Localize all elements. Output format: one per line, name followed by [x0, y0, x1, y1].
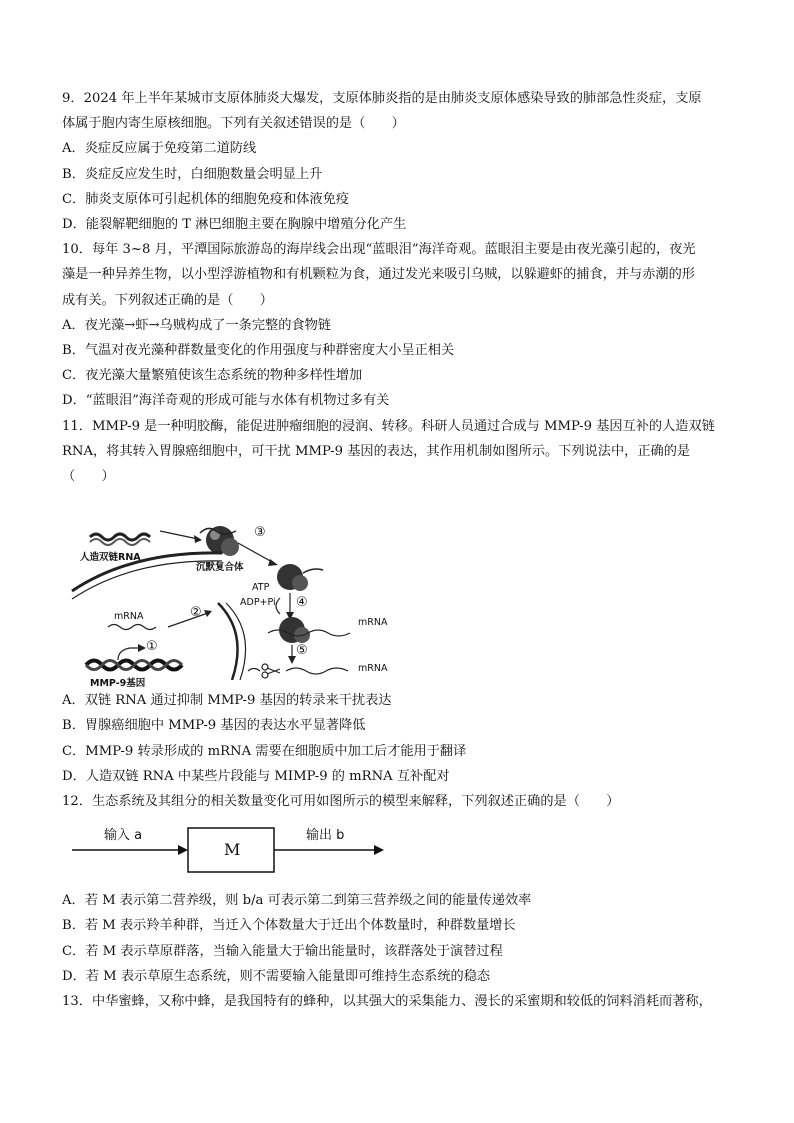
q12-option-d: D．若 M 表示草原生态系统，则不需要输入能量即可维持生态系统的稳态 — [62, 968, 491, 984]
dsrna-strand-2 — [90, 539, 150, 545]
label-mmp9-gene: MMP-9基因 — [90, 678, 146, 690]
arrow-step2 — [168, 613, 208, 627]
q11-stem-line3: （ ） — [62, 469, 115, 485]
exam-page — [62, 86, 732, 1014]
io-model-figure — [68, 820, 398, 880]
q10-stem-line2: 藻是一种异养生物，以小型浮游植物和有机颗粒为食，通过发光来吸引乌贼，以躲避虾的捕食，并与赤潮的形 — [62, 267, 695, 283]
nucleus-mrna — [108, 625, 156, 630]
label-mrna-nucleus: mRNA — [114, 611, 144, 623]
q10-option-a: A．夜光藻→虾→乌贼构成了一条完整的食物链 — [62, 317, 331, 333]
arrowhead — [138, 644, 146, 652]
label-step3: ③ — [254, 525, 266, 541]
label-step2: ② — [190, 605, 202, 621]
q11-option-b: B．胃腺癌细胞中 MMP-9 基因的表达水平显著降低 — [62, 718, 366, 734]
silencing-complex-highlight — [210, 530, 220, 540]
q11-stem-line1: 11．MMP-9 是一种明胶酶，能促进肿瘤细胞的浸润、转移。科研人员通过合成与 MMP-9 基因互补的人造双链 — [62, 418, 715, 434]
label-artificial-dsrna: 人造双链RNA — [80, 552, 141, 564]
output-arrowhead — [374, 845, 384, 855]
label-silencing-complex: 沉默复合体 — [196, 562, 244, 574]
label-mrna-right-bottom: mRNA — [358, 663, 388, 675]
cut-mrna-right — [286, 668, 348, 674]
q12-option-c: C．若 M 表示草原群落，当输入能量大于输出能量时，该群落处于演替过程 — [62, 943, 503, 959]
guide-strand — [303, 569, 323, 573]
label-output-b: 输出 b — [306, 828, 345, 844]
q9-option-d: D．能裂解靶细胞的 T 淋巴细胞主要在胸腺中增殖分化产生 — [62, 217, 407, 233]
q11-option-c: C．MMP-9 转录形成的 mRNA 需要在细胞质中加工后才能用于翻译 — [62, 743, 467, 759]
q12-stem: 12．生态系统及其组分的相关数量变化可用如图所示的模型来解释，下列叙述正确的是（ ） — [62, 794, 620, 810]
q10-stem-line3: 成有关。下列叙述正确的是（ ） — [62, 292, 273, 308]
label-step5: ⑤ — [296, 643, 308, 659]
arrow-rna-to-complex — [160, 531, 198, 539]
q11-option-a: A．双链 RNA 通过抑制 MMP-9 基因的转录来干扰表达 — [62, 693, 392, 709]
label-input-a: 输入 a — [104, 828, 143, 844]
label-atp: ATP — [252, 582, 270, 594]
label-step1: ① — [146, 639, 158, 655]
label-mrna-right-top: mRNA — [358, 617, 388, 629]
atp-curve — [276, 598, 280, 614]
q9-stem-line1: 9．2024 年上半年某城市支原体肺炎大爆发，支原体肺炎指的是由肺炎支原体感染导致的肺部急性炎症，支原 — [62, 91, 702, 106]
silencing-complex-lobe — [221, 538, 239, 556]
q13-stem-line1: 13．中华蜜蜂，又称中蜂，是我国特有的蜂种，以其强大的采集能力、漫长的采蜜期和较低的饲料消耗而著称， — [62, 994, 712, 1010]
q10-option-c: C．夜光藻大量繁殖使该生态系统的物种多样性增加 — [62, 368, 363, 384]
arrowhead — [194, 535, 202, 543]
input-arrowhead — [178, 845, 188, 855]
q9-option-a: A．炎症反应属于免疫第二道防线 — [62, 141, 257, 157]
label-step4: ④ — [296, 595, 308, 611]
label-adp-pi: ADP+Pi — [240, 597, 276, 609]
q10-stem-line1: 10．每年 3~8 月，平潭国际旅游岛的海岸线会出现“蓝眼泪”海洋奇观。蓝眼泪主要是由夜光藻引起的，夜光 — [62, 242, 696, 258]
q9-stem-line2: 体属于胞内寄生原核细胞。下列有关叙述错误的是（ ） — [62, 116, 405, 132]
q10-option-b: B．气温对夜光藻种群数量变化的作用强度与种群密度大小呈正相关 — [62, 343, 455, 359]
rnai-diagram-svg — [68, 495, 488, 680]
q12-option-b: B．若 M 表示羚羊种群，当迁入个体数量大于迁出个体数量时，种群数量增长 — [62, 918, 516, 934]
q10-option-d: D．“蓝眼泪”海洋奇观的形成可能与水体有机物过多有关 — [62, 393, 390, 409]
label-m-box: M — [224, 840, 241, 860]
active-complex-lobe — [292, 575, 308, 591]
scissors-icon-2 — [262, 672, 268, 678]
cut-mrna-left — [248, 669, 260, 672]
rnai-mechanism-figure — [68, 495, 488, 690]
arrowhead — [288, 656, 296, 664]
q11-option-d: D．人造双链 RNA 中某些片段能与 MIMP-9 的 mRNA 互补配对 — [62, 768, 450, 784]
q9-option-b: B．炎症反应发生时，白细胞数量会明显上升 — [62, 166, 323, 182]
scissors-icon — [262, 664, 268, 670]
q11-stem-line2: RNA，将其转入胃腺癌细胞中，可干扰 MMP-9 基因的表达，其作用机制如图所示。下列说法中，正确的是 — [62, 443, 691, 459]
q9-option-c: C．肺炎支原体可引起机体的细胞免疫和体液免疫 — [62, 191, 350, 207]
q12-option-a: A．若 M 表示第二营养级，则 b/a 可表示第二到第三营养级之间的能量传递效率 — [62, 893, 532, 909]
nuclear-membrane-outer — [218, 603, 238, 680]
